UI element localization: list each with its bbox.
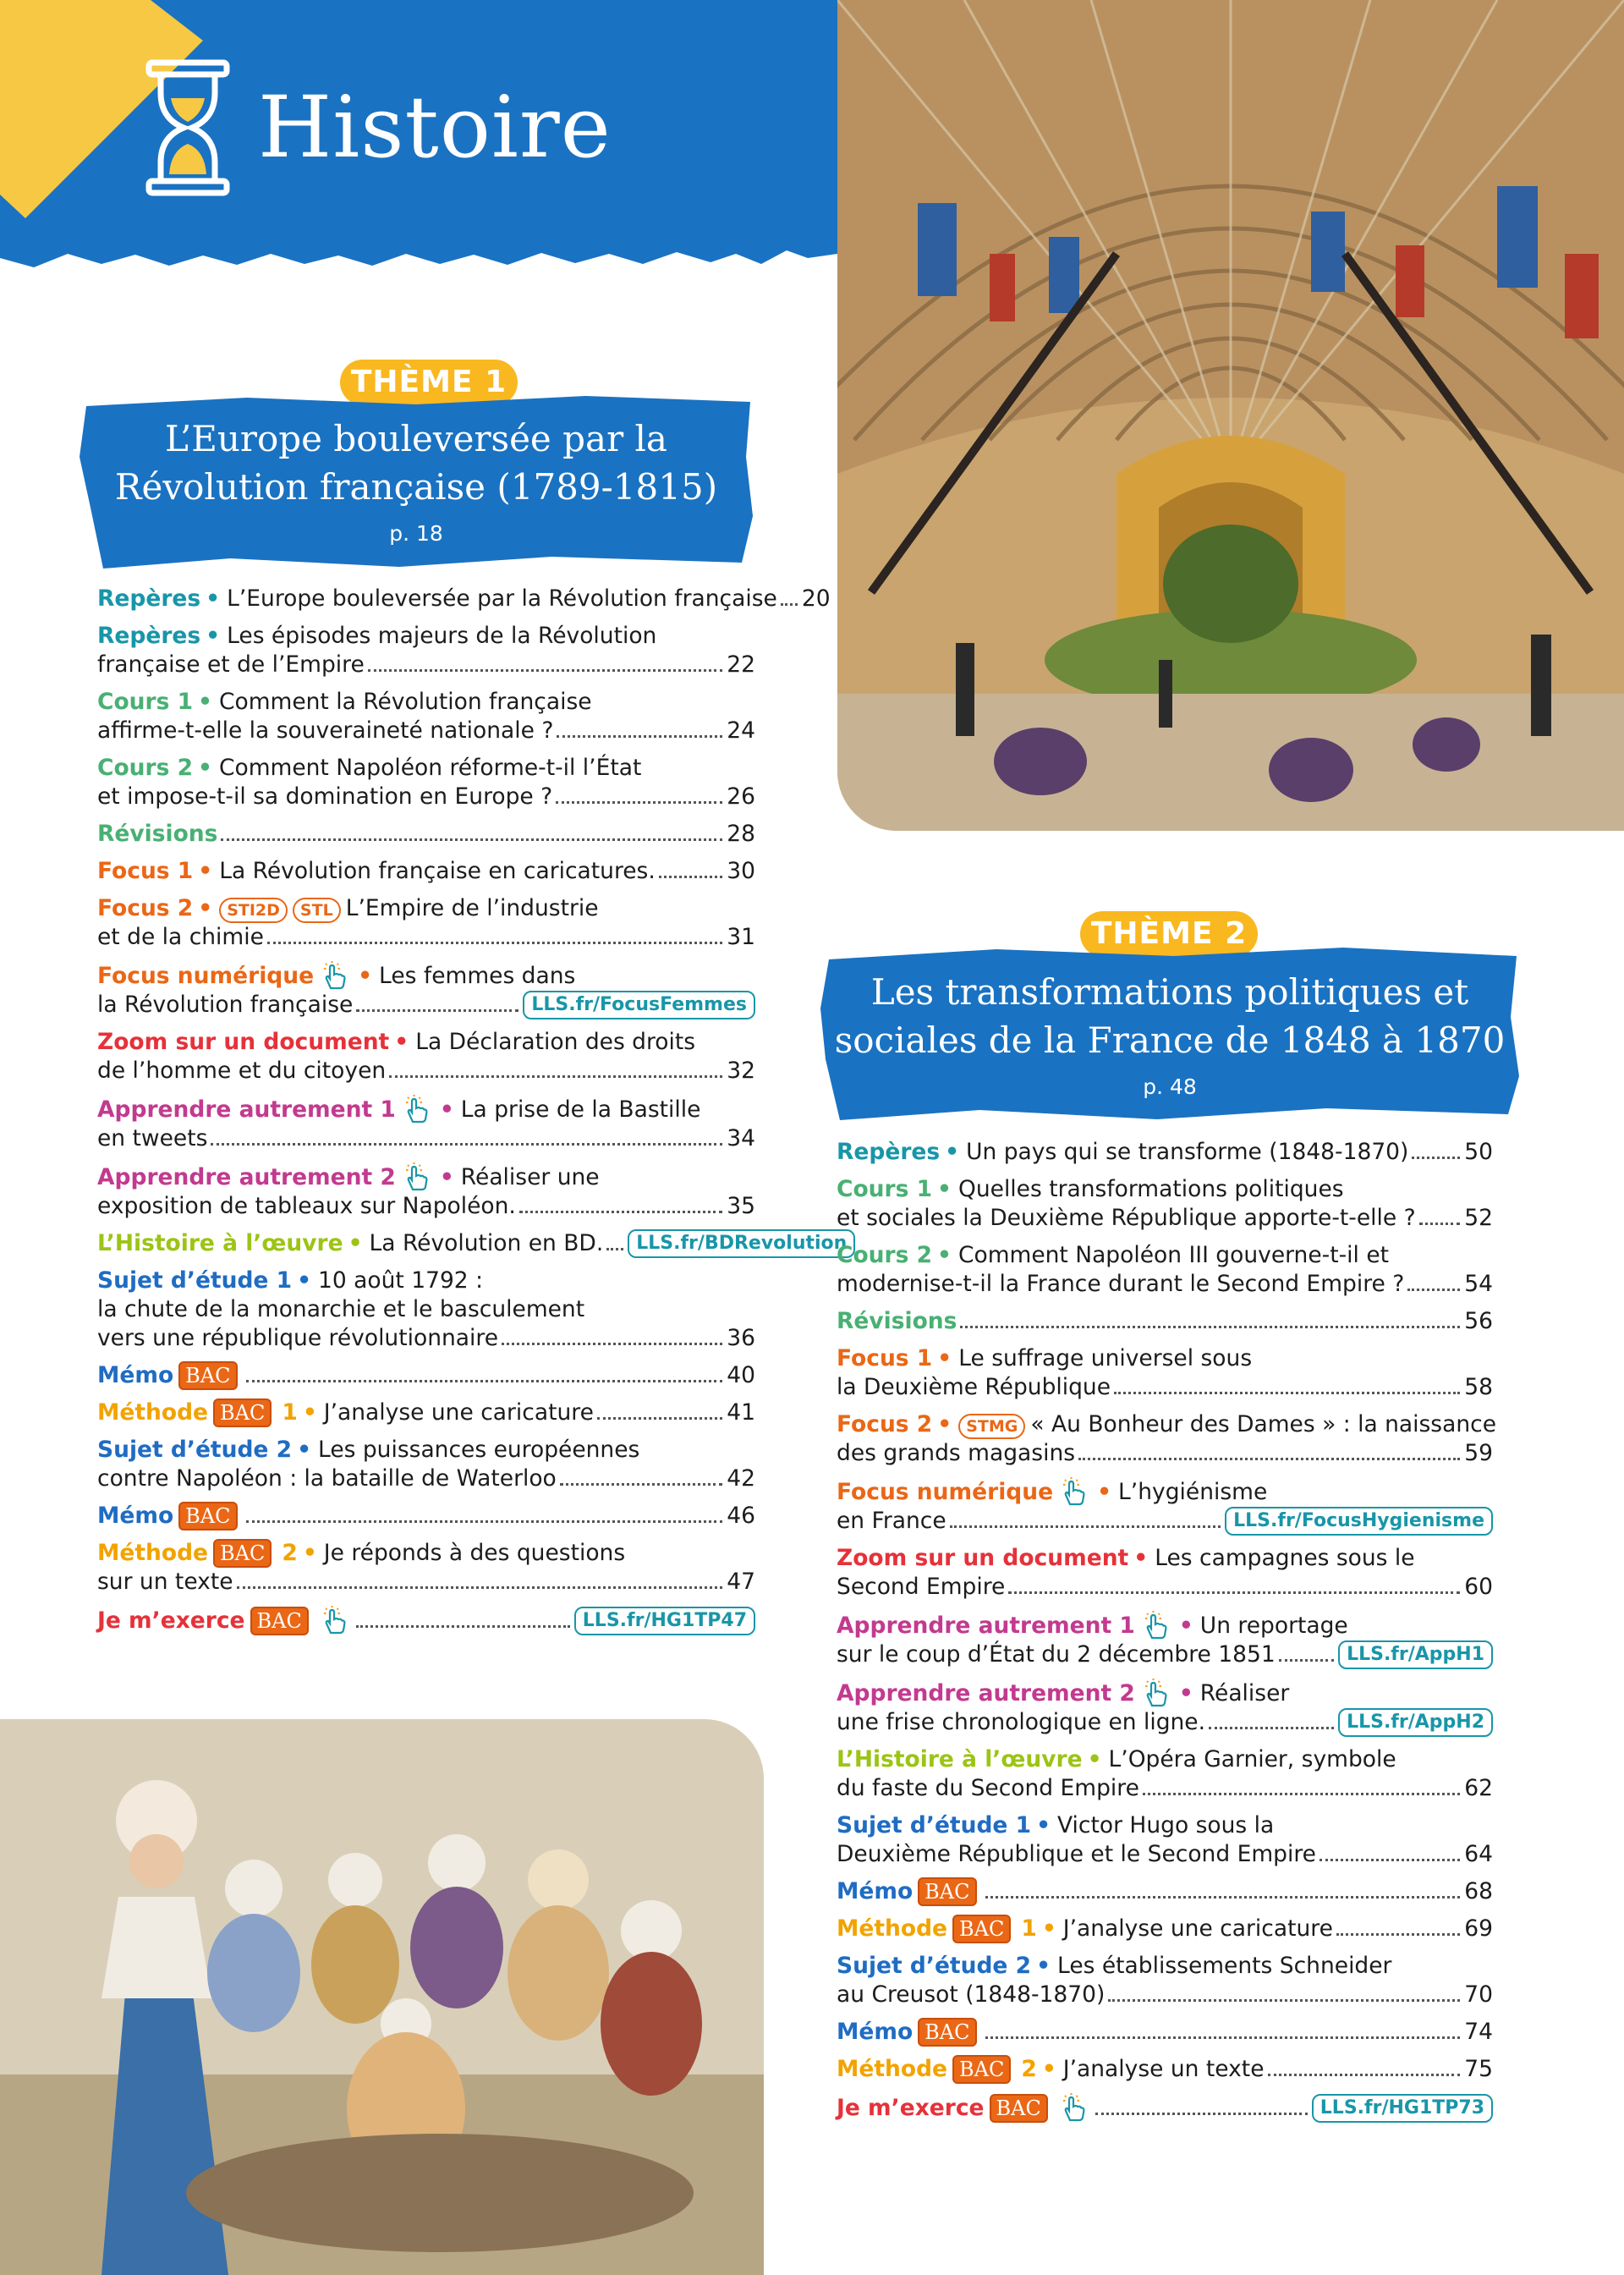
toc-entry[interactable]: Je m’exerce BAC LLS.fr/HG1TP73 — [837, 2092, 1493, 2123]
click-hand-icon — [1140, 1610, 1169, 1640]
click-hand-icon — [1058, 2092, 1087, 2123]
bac-badge: BAC — [990, 2094, 1048, 2123]
toc-entry[interactable]: Apprendre autrement 2 • Réaliser une frise chronologique en ligne. LLS.fr/AppH2 — [837, 1678, 1493, 1737]
toc-entry[interactable]: Focus 2 • STI2D STL L’Empire de l’industrie et de la chimie 31 — [97, 895, 755, 950]
toc-entry[interactable]: Sujet d’étude 2 • Les établissements Schneider au Creusot (1848-1870) 70 — [837, 1953, 1493, 2008]
toc-entry[interactable]: Focus 1 • La Révolution française en caricatures. 30 — [97, 858, 755, 884]
toc-entry[interactable]: Mémo BAC 68 — [837, 1878, 1493, 1904]
click-hand-icon — [319, 960, 348, 991]
toc-entry[interactable]: Cours 1 • Quelles transformations politiques et sociales la Deuxième République apporte-t-elle ? 52 — [837, 1176, 1493, 1231]
toc-entry[interactable]: Révisions 56 — [837, 1308, 1493, 1334]
bac-badge: BAC — [250, 1607, 309, 1635]
web-link[interactable]: LLS.fr/FocusHygienisme — [1225, 1507, 1493, 1536]
theme2-title-line1: Les transformations politiques et — [870, 971, 1469, 1013]
bac-badge: BAC — [213, 1399, 272, 1427]
toc-entry[interactable]: Méthode BAC 1 • J’analyse une caricature 69 — [837, 1915, 1493, 1942]
toc-entry[interactable]: Sujet d’étude 1 • 10 août 1792 : la chute de la monarchie et le basculement vers une république révolutionnaire 36 — [97, 1267, 755, 1351]
hourglass-icon — [145, 59, 230, 196]
toc-entry[interactable]: Repères • L’Europe bouleversée par la Révolution française 20 — [97, 585, 831, 612]
web-link[interactable]: LLS.fr/FocusFemmes — [523, 991, 755, 1019]
web-link[interactable]: LLS.fr/HG1TP47 — [574, 1607, 755, 1635]
toc-entry[interactable]: L’Histoire à l’œuvre • L’Opéra Garnier, symbole du faste du Second Empire 62 — [837, 1746, 1493, 1801]
toc-entry[interactable]: Sujet d’étude 2 • Les puissances européennes contre Napoléon : la bataille de Waterloo 42 — [97, 1437, 755, 1492]
toc-entry[interactable]: Repères • Les épisodes majeurs de la Révolution française et de l’Empire 22 — [97, 623, 755, 678]
theme2-banner — [819, 941, 1521, 1123]
toc-entry[interactable]: Mémo BAC 74 — [837, 2019, 1493, 2045]
toc-entry[interactable]: Méthode BAC 2 • J’analyse un texte 75 — [837, 2056, 1493, 2082]
theme2-toc — [837, 1138, 1497, 2131]
toc-entry[interactable]: Méthode BAC 1 • J’analyse une caricature 41 — [97, 1399, 755, 1426]
toc-entry[interactable]: Zoom sur un document • Les campagnes sous le Second Empire 60 — [837, 1545, 1493, 1600]
theme1-badge: THÈME 1 — [340, 360, 518, 405]
click-hand-icon — [1058, 1476, 1087, 1507]
theme1-toc — [97, 585, 848, 1644]
theme1-banner — [78, 389, 754, 571]
toc-entry[interactable]: Je m’exerce BAC LLS.fr/HG1TP47 — [97, 1605, 755, 1635]
toc-entry[interactable]: Focus 2 • STMG « Au Bonheur des Dames » : la naissance des grands magasins 59 — [837, 1411, 1497, 1466]
tag-badge: STMG — [958, 1414, 1025, 1439]
theme2-title-line2: sociales de la France de 1848 à 1870 — [834, 1019, 1506, 1061]
page-header — [0, 0, 837, 271]
toc-entry[interactable]: Cours 1 • Comment la Révolution française affirme-t-elle la souveraineté nationale ? 24 — [97, 689, 755, 744]
web-link[interactable]: LLS.fr/HG1TP73 — [1312, 2094, 1493, 2123]
theme1-page: p. 18 — [389, 521, 443, 546]
toc-entry[interactable]: Repères • Un pays qui se transforme (1848-1870) 50 — [837, 1139, 1493, 1165]
exhibition-hall-illustration — [837, 0, 1624, 831]
toc-entry[interactable]: Méthode BAC 2 • Je réponds à des questions sur un texte 47 — [97, 1540, 755, 1595]
theme1-title-line2: Révolution française (1789-1815) — [114, 466, 718, 508]
web-link[interactable]: LLS.fr/BDRevolution — [628, 1229, 855, 1258]
toc-entry[interactable]: Cours 2 • Comment Napoléon III gouverne-t-il et modernise-t-il la France durant le Second Empire ? 54 — [837, 1242, 1493, 1297]
toc-entry[interactable]: Cours 2 • Comment Napoléon réforme-t-il l’État et impose-t-il sa domination en Europe ? 26 — [97, 755, 755, 810]
toc-entry[interactable]: Zoom sur un document • La Déclaration des droits de l’homme et du citoyen 32 — [97, 1029, 755, 1084]
click-hand-icon — [1140, 1678, 1169, 1708]
click-hand-icon — [401, 1094, 430, 1124]
bac-badge: BAC — [952, 1915, 1011, 1943]
toc-entry[interactable]: Focus 1 • Le suffrage universel sous la Deuxième République 58 — [837, 1345, 1493, 1400]
bac-badge: BAC — [178, 1361, 237, 1390]
click-hand-icon — [319, 1605, 348, 1635]
web-link[interactable]: LLS.fr/AppH2 — [1338, 1708, 1493, 1737]
page-title: Histoire — [258, 78, 612, 177]
toc-entry[interactable]: Apprendre autrement 2 • Réaliser une exposition de tableaux sur Napoléon. 35 — [97, 1162, 755, 1221]
toc-entry[interactable]: Apprendre autrement 1 • Un reportage sur le coup d’État du 2 décembre 1851 LLS.fr/AppH1 — [837, 1610, 1493, 1669]
bac-badge: BAC — [213, 1539, 272, 1568]
revolutionary-women-illustration — [0, 1719, 764, 2275]
toc-entry[interactable]: L’Histoire à l’œuvre • La Révolution en BD. LLS.fr/BDRevolution — [97, 1229, 755, 1258]
toc-entry[interactable]: Mémo BAC 40 — [97, 1362, 755, 1388]
bac-badge: BAC — [918, 1877, 976, 1906]
theme2-page: p. 48 — [1143, 1074, 1197, 1099]
bac-badge: BAC — [918, 2018, 976, 2047]
web-link[interactable]: LLS.fr/AppH1 — [1338, 1640, 1493, 1669]
toc-entry[interactable]: Focus numérique • Les femmes dans la Révolution française LLS.fr/FocusFemmes — [97, 960, 755, 1019]
toc-entry[interactable]: Apprendre autrement 1 • La prise de la Bastille en tweets 34 — [97, 1094, 755, 1153]
bac-badge: BAC — [178, 1502, 237, 1530]
toc-entry[interactable]: Mémo BAC 46 — [97, 1503, 755, 1529]
toc-entry[interactable]: Focus numérique • L’hygiénisme en France LLS.fr/FocusHygienisme — [837, 1476, 1493, 1536]
theme2-badge: THÈME 2 — [1080, 911, 1258, 957]
toc-entry[interactable]: Révisions 28 — [97, 821, 755, 847]
theme1-title-line1: L’Europe bouleversée par la — [165, 418, 667, 459]
bac-badge: BAC — [952, 2055, 1011, 2084]
tag-badge: STL — [293, 898, 341, 923]
click-hand-icon — [401, 1162, 430, 1192]
tag-badge: STI2D — [219, 898, 288, 923]
toc-entry[interactable]: Sujet d’étude 1 • Victor Hugo sous la Deuxième République et le Second Empire 64 — [837, 1812, 1493, 1867]
